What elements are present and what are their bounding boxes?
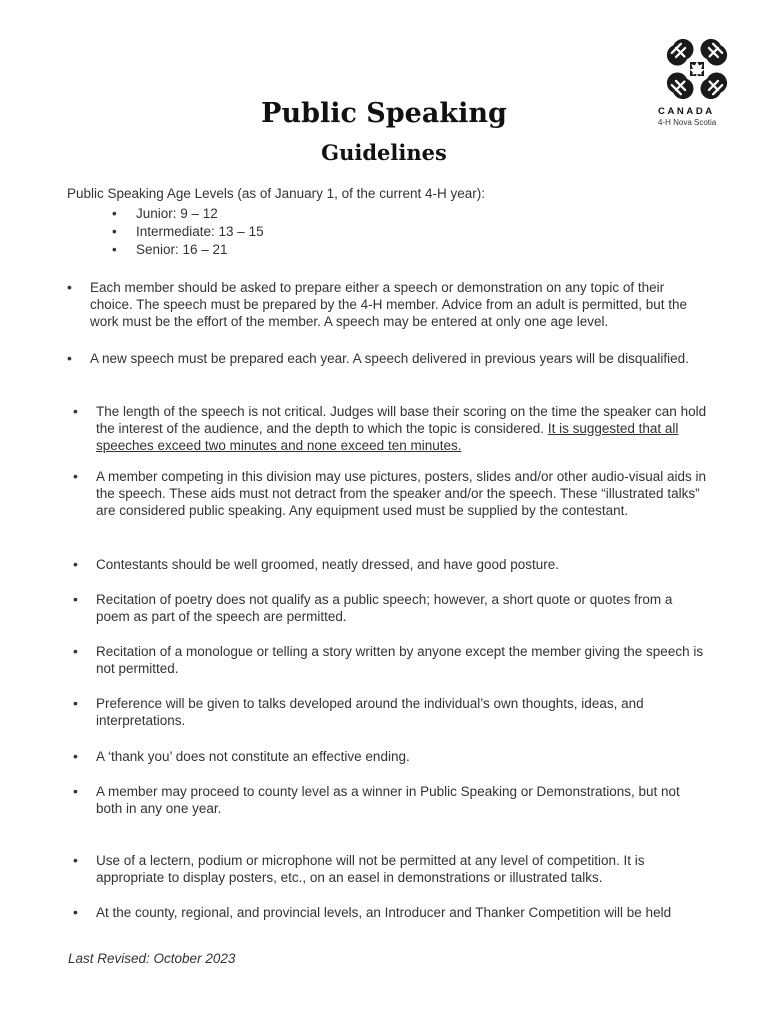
bullet-icon: • bbox=[73, 643, 78, 659]
age-levels-list bbox=[112, 205, 264, 259]
bullet-icon: • bbox=[73, 468, 78, 484]
guideline-text: Use of a lectern, podium or microphone will not be permitted at any level of competition. It is appropriate to display posters, etc., on an easel in demonstrations or illustrated talks. bbox=[96, 853, 645, 885]
page-title: Public Speaking bbox=[261, 98, 507, 129]
guideline-item bbox=[73, 468, 707, 519]
guideline-text: At the county, regional, and provincial levels, an Introducer and Thanker Competition will be held bbox=[96, 905, 672, 920]
guideline-item bbox=[73, 591, 707, 625]
guideline-item bbox=[73, 852, 707, 886]
guideline-item bbox=[73, 783, 707, 817]
bullet-icon: • bbox=[73, 695, 78, 711]
logo-country-text: CANADA bbox=[658, 106, 715, 117]
guideline-text: A member competing in this division may use pictures, posters, slides and/or other audio-visual aids in the speech. These aids must not detract from the speaker and/or the speech. These “illustrated talks” are considered public speaking. Any equipment used must be supplied by the contestant. bbox=[96, 469, 707, 518]
page-subtitle: Guidelines bbox=[321, 140, 447, 165]
bullet-icon: • bbox=[73, 403, 78, 419]
age-levels-intro: Public Speaking Age Levels (as of January 1, of the current 4-H year): bbox=[67, 186, 485, 201]
age-level-item: • Junior: 9 – 12 bbox=[112, 205, 264, 223]
bullet-icon: • bbox=[67, 350, 72, 366]
guideline-text: Recitation of a monologue or telling a story written by anyone except the member giving the speech is not permitted. bbox=[96, 644, 704, 676]
guideline-text: Each member should be asked to prepare either a speech or demonstration on any topic of their choice. The speech must be prepared by the 4-H member. Advice from an adult is permitted, but the work must be the effort of the member. A speech may be entered at only one age level. bbox=[90, 280, 688, 329]
guideline-item bbox=[73, 695, 707, 729]
last-revised-note: Last Revised: October 2023 bbox=[68, 951, 236, 966]
bullet-icon: • bbox=[73, 904, 78, 920]
guideline-item bbox=[67, 279, 707, 330]
guideline-item bbox=[73, 748, 707, 765]
guideline-text: Recitation of poetry does not qualify as a public speech; however, a short quote or quotes from a poem as part of the speech are permitted. bbox=[96, 592, 673, 624]
bullet-icon: • bbox=[73, 748, 78, 764]
four-leaf-clover-icon bbox=[662, 34, 732, 104]
logo-org-text: 4-H Nova Scotia bbox=[658, 118, 717, 127]
guideline-item bbox=[73, 403, 707, 454]
bullet-icon: • bbox=[73, 852, 78, 868]
guideline-text: Preference will be given to talks developed around the individual’s own thoughts, ideas, and interpretations. bbox=[96, 696, 644, 728]
bullet-icon: • bbox=[73, 556, 78, 572]
guideline-text: A new speech must be prepared each year. A speech delivered in previous years will be disqualified. bbox=[90, 351, 689, 366]
bullet-icon: • bbox=[67, 279, 72, 295]
age-level-item: • Intermediate: 13 – 15 bbox=[112, 223, 264, 241]
underlined-suggestion: It is suggested that all speeches exceed two minutes and none exceed ten minutes. bbox=[96, 421, 679, 453]
guideline-item bbox=[73, 643, 707, 677]
guideline-item bbox=[67, 350, 707, 367]
bullet-icon: • bbox=[73, 591, 78, 607]
age-level-item: • Senior: 16 – 21 bbox=[112, 241, 264, 259]
guideline-text: The length of the speech is not critical. Judges will base their scoring on the time the speaker can hold the interest of the audience, and the depth to which the topic is considered. bbox=[96, 404, 707, 436]
guideline-text: A member may proceed to county level as a winner in Public Speaking or Demonstrations, but not both in any one year. bbox=[96, 784, 680, 816]
guideline-item bbox=[73, 556, 707, 573]
guideline-text: A ‘thank you’ does not constitute an effective ending. bbox=[96, 749, 410, 764]
bullet-icon: • bbox=[73, 783, 78, 799]
guideline-text: Contestants should be well groomed, neatly dressed, and have good posture. bbox=[96, 557, 560, 572]
guideline-item bbox=[73, 904, 713, 921]
